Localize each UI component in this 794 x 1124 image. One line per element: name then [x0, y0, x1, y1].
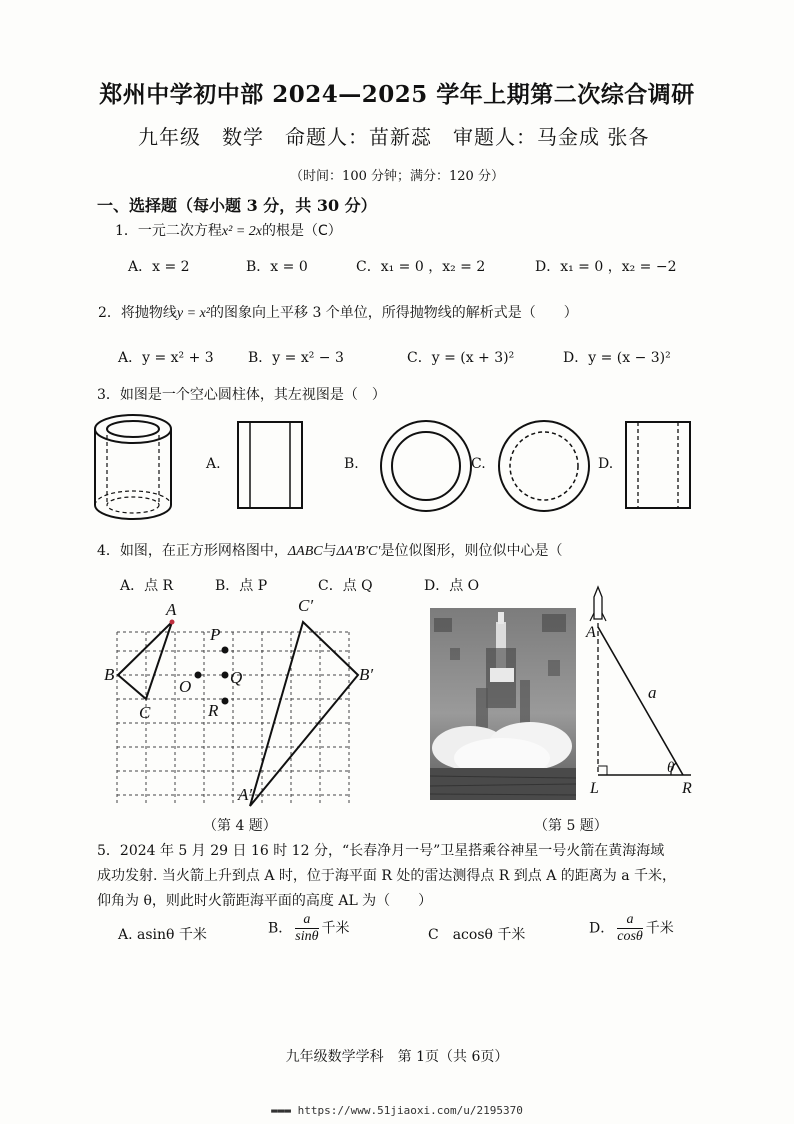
q4-option-b: B．点 P — [215, 578, 268, 594]
q2-option-c: C．y = (x + 3)² — [407, 350, 515, 366]
exam-meta: （时间：100 分钟；满分：120 分） — [290, 169, 504, 184]
q4-option-a: A．点 R — [120, 578, 174, 594]
fraction-a-over-cos: $\frac{a}{\cos\theta}$ — [617, 912, 643, 945]
handwritten-mark: C — [318, 223, 328, 239]
q2-option-b: B．y = x² − 3 — [248, 350, 344, 366]
question-1-stem: 1．一元二次方程x² = 2x的根是（C） — [115, 223, 342, 239]
label-p: P — [210, 625, 221, 644]
label-b-prime: B′ — [359, 665, 374, 684]
q5-option-a: A. asinθ 千米 — [118, 927, 207, 943]
figure-4-caption: （第 4 题） — [203, 818, 277, 834]
q1-option-a: A．x = 2 — [128, 259, 190, 275]
label-a: A — [166, 600, 177, 619]
q3-option-c-label: C. — [471, 456, 486, 472]
page-footer: 九年级数学学科 第 1页（共 6页） — [285, 1049, 509, 1065]
q2-option-d: D．y = (x − 3)² — [563, 350, 671, 366]
question-5-line-2: 成功发射. 当火箭上升到点 A 时，位于海平面 R 处的雷达测得点 R 到点 A 的距离为 a 千米， — [97, 868, 677, 884]
q3-option-d-figure — [624, 420, 694, 510]
label-l: L — [590, 780, 599, 797]
label-o: O — [179, 677, 192, 696]
question-5-line-1: 5．2024 年 5 月 29 日 16 时 12 分，“长春净月一号”卫星搭乘谷神星一号火箭在黄海海域 — [97, 843, 665, 859]
rocket-launch-photo — [430, 608, 576, 800]
q4-option-c: C．点 Q — [318, 578, 373, 594]
label-theta: θ — [667, 760, 675, 776]
question-2-stem: 2．将抛物线y = x²的图象向上平移 3 个单位，所得抛物线的解析式是（ ） — [98, 305, 578, 321]
page-subtitle: 九年级 数学 命题人：苗新蕊 审题人：马金成 张各 — [138, 125, 650, 149]
q2-option-a: A．y = x² + 3 — [118, 350, 214, 366]
figure-5-caption: （第 5 题） — [534, 818, 608, 834]
question-3-stem: 3．如图是一个空心圆柱体，其左视图是（ ） — [97, 387, 386, 403]
q3-option-a-figure — [236, 420, 306, 510]
q1-option-c: C．x₁ = 0 ，x₂ = 2 — [356, 259, 486, 275]
label-radar-r: R — [682, 780, 692, 797]
q5-option-d: D． $\frac{a}{\cos\theta}$ 千米 — [589, 912, 674, 945]
q5-option-b: B． $\frac{a}{\sin\theta}$ 千米 — [268, 912, 350, 945]
q5-option-c: C acosθ 千米 — [428, 927, 526, 943]
question-5-line-3: 仰角为 θ，则此时火箭距海平面的高度 AL 为（ ） — [97, 893, 433, 909]
q1-option-b: B．x = 0 — [246, 259, 308, 275]
label-q: Q — [230, 668, 243, 687]
label-c-prime: C′ — [298, 596, 314, 615]
rocket-icon — [590, 587, 606, 621]
hollow-cylinder-figure — [88, 405, 178, 525]
q4-option-d: D．点 O — [424, 578, 480, 594]
label-distance-a: a — [648, 683, 657, 702]
label-b: B — [104, 665, 115, 684]
question-4-stem: 4．如图，在正方形网格图中，ΔABC与ΔA′B′C′是位似图形，则位似中心是（ — [97, 543, 563, 559]
q3-option-b-figure — [379, 419, 473, 513]
q3-option-b-label: B. — [344, 456, 359, 472]
q3-option-d-label: D. — [598, 456, 614, 472]
q3-option-c-figure — [497, 419, 591, 513]
section-title: 一、选择题（每小题 3 分，共 30 分） — [97, 196, 377, 215]
label-rocket-a: A — [586, 624, 596, 641]
q3-option-a-label: A. — [206, 456, 221, 472]
fraction-a-over-sin: $\frac{a}{\sin\theta}$ — [295, 912, 319, 945]
label-a-prime: A′ — [238, 785, 253, 804]
q1-option-d: D．x₁ = 0 ，x₂ = −2 — [535, 259, 677, 275]
page-title: 郑州中学初中部 2024—2025 学年上期第二次综合调研 — [99, 81, 695, 108]
label-c: C — [139, 703, 151, 722]
label-r: R — [208, 701, 219, 720]
watermark-url: ▬▬▬ https://www.51jiaoxi.com/u/2195370 — [271, 1104, 523, 1117]
q5-triangle-figure — [585, 585, 705, 790]
